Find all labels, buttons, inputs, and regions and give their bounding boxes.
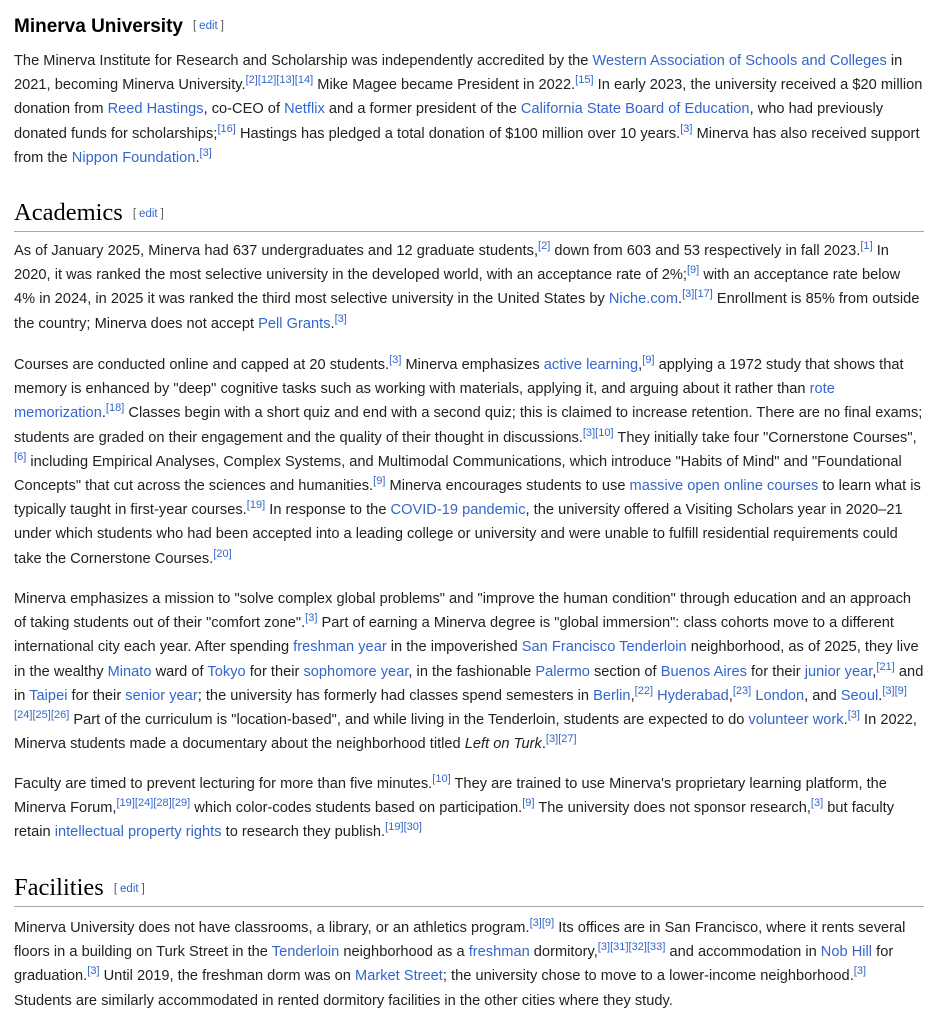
heading-title: Minerva University — [14, 16, 183, 37]
citation[interactable]: [3] — [334, 312, 347, 325]
link-nippon-foundation[interactable]: Nippon Foundation — [71, 149, 196, 166]
bracket-close: ] — [220, 20, 224, 32]
citation[interactable]: [12] — [257, 74, 277, 87]
text: In 2020, it was ranked the most selective university in the developed world, with an acceptance rate of 2%; — [14, 243, 889, 284]
text: applying a 1972 study that shows that memory is enhanced by "deep" cognitive tasks such as working with materials, applying it, and arguing about it rather than — [14, 357, 904, 398]
text: , and — [804, 687, 841, 704]
citation[interactable]: [9] — [373, 475, 386, 488]
text: Classes begin with a short quiz and end with a second quiz; this is claimed to increase retention. There are no final exams; students are graded on their engagement and the quality of their thought in discussions. — [14, 405, 923, 446]
text: dormitory, — [529, 944, 598, 961]
paragraph-faculty — [14, 772, 924, 845]
citation[interactable]: [9] — [541, 917, 555, 929]
bracket-open: [ — [132, 208, 137, 220]
citation[interactable]: [24] — [134, 797, 154, 810]
section-heading-facilities — [14, 872, 924, 907]
citation[interactable]: [17] — [694, 288, 713, 301]
citation[interactable]: [21] — [876, 660, 895, 673]
link-senior-year[interactable]: senior year — [125, 687, 198, 704]
edit-link-academics[interactable]: edit — [139, 208, 158, 220]
text: to research they publish. — [221, 824, 386, 841]
section-heading-minerva-university — [14, 13, 224, 40]
section-heading-academics — [14, 197, 924, 232]
citation[interactable]: [13] — [276, 74, 295, 87]
edit-section-link-wrapper — [193, 20, 224, 32]
text: Its offices are in San Francisco, where it rents several floors in a building on Turk Street in the — [14, 920, 906, 961]
link-sf-tenderloin[interactable]: San Francisco Tenderloin — [521, 639, 687, 656]
text: Minerva has also received support from the — [14, 125, 920, 166]
text: . — [330, 315, 335, 332]
citation[interactable]: [2] — [245, 74, 258, 87]
citation[interactable]: [3] — [680, 122, 693, 135]
citation[interactable]: [25] — [32, 709, 51, 722]
link-volunteer-work[interactable]: volunteer work — [748, 712, 844, 729]
citation[interactable]: [3] — [389, 354, 402, 366]
citation[interactable]: [1] — [860, 240, 873, 252]
text: in 2021, becoming Minerva University. — [14, 53, 903, 94]
citation[interactable]: [10] — [595, 426, 614, 439]
text: ; the university chose to move to a lower-income neighborhood. — [442, 968, 854, 985]
heading-title: Facilities — [14, 874, 104, 901]
bracket-open: [ — [192, 20, 197, 32]
citation[interactable]: [3] — [682, 288, 695, 301]
citation[interactable]: [3] — [810, 797, 824, 810]
citation[interactable]: [26] — [50, 709, 70, 722]
link-buenos-aires[interactable]: Buenos Aires — [660, 663, 747, 680]
text: , — [630, 687, 635, 704]
text: In 2022, Minerva students made a documentary about the neighborhood titled — [14, 712, 917, 753]
text: Part of the curriculum is "location-based", and while living in the Tenderloin, students are expected to do — [69, 712, 749, 729]
link-netflix[interactable]: Netflix — [284, 101, 325, 118]
heading-title: Academics — [14, 199, 123, 226]
link-tokyo[interactable]: Tokyo — [207, 663, 246, 680]
text: for their — [67, 687, 126, 704]
text: for their — [746, 663, 805, 680]
citation[interactable]: [15] — [575, 74, 594, 87]
citation[interactable]: [14] — [294, 74, 314, 87]
link-freshman-year[interactable]: freshman year — [293, 639, 387, 656]
text: . — [843, 712, 848, 729]
edit-section-link-wrapper — [114, 883, 145, 895]
text: They initially take four "Cornerstone Courses", — [613, 429, 917, 446]
citation[interactable]: [24] — [14, 709, 33, 722]
text: In early 2023, the university received a $20 million donation from — [14, 77, 923, 118]
text: Minerva emphasizes — [401, 357, 544, 373]
text: In response to the — [265, 502, 391, 519]
link-palermo[interactable]: Palermo — [535, 663, 590, 680]
text: As of January 2025, Minerva had 637 undergraduates and 12 graduate students, — [14, 243, 539, 259]
link-sophomore-year[interactable]: sophomore year — [303, 663, 409, 680]
text: for graduation. — [14, 944, 894, 985]
text: Minerva emphasizes a mission to "solve complex global problems" and "improve the human condition" through education and an approach of taking students out of their "comfort zone". — [14, 591, 912, 632]
link-pell-grants[interactable]: Pell Grants — [258, 315, 331, 332]
citation[interactable]: [3] — [529, 917, 542, 929]
text: . — [878, 687, 883, 704]
link-market-street[interactable]: Market Street — [355, 968, 443, 985]
citation[interactable]: [16] — [217, 122, 236, 135]
text: neighborhood as a — [339, 944, 469, 961]
text: Courses are conducted online and capped at 20 students. — [14, 357, 390, 373]
text: neighborhood, as of 2025, they live in the wealthy — [14, 639, 919, 680]
text: , co-CEO of — [203, 101, 285, 118]
paragraph-history — [14, 49, 924, 170]
text: , who had previously donated funds for scholarships; — [14, 101, 884, 142]
citation[interactable]: [31] — [610, 941, 629, 954]
edit-link-minerva-university[interactable]: edit — [199, 20, 218, 32]
text: The Minerva Institute for Research and Scholarship was independently accredited by the — [14, 53, 593, 69]
link-intellectual-property-rights[interactable]: intellectual property rights — [54, 824, 222, 841]
citation[interactable]: [3] — [882, 684, 895, 697]
text: , — [872, 663, 877, 680]
paragraph-enrollment — [14, 239, 924, 336]
citation[interactable]: [2] — [538, 240, 551, 252]
link-wasc[interactable]: Western Association of Schools and Colleges — [592, 53, 887, 69]
text: , — [638, 357, 643, 373]
text: Enrollment is 85% from outside the country; Minerva does not accept — [14, 291, 920, 332]
text: . — [541, 736, 546, 753]
text: Faculty are timed to prevent lecturing for more than five minutes. — [14, 776, 433, 792]
link-hyderabad[interactable]: Hyderabad — [657, 687, 729, 704]
citation[interactable]: [3] — [847, 709, 860, 722]
citation[interactable]: [29] — [171, 797, 191, 810]
citation[interactable]: [33] — [646, 941, 666, 954]
citation[interactable]: [32] — [628, 941, 647, 954]
bracket-close: ] — [141, 883, 145, 895]
citation[interactable]: [18] — [105, 402, 125, 415]
citation[interactable]: [19] — [385, 821, 404, 834]
link-taipei[interactable]: Taipei — [29, 687, 68, 704]
text: Part of earning a Minerva degree is "global immersion": class cohorts move to a different international city each year. After spending — [14, 615, 894, 656]
link-reed-hastings[interactable]: Reed Hastings — [107, 101, 204, 118]
citation[interactable]: [3] — [305, 612, 318, 625]
documentary-title: Left on Turk — [464, 736, 542, 753]
paragraph-courses — [14, 353, 924, 571]
bracket-close: ] — [160, 208, 164, 220]
paragraph-global-immersion — [14, 587, 924, 756]
link-mooc[interactable]: massive open online courses — [629, 478, 819, 495]
citation[interactable]: [9] — [522, 797, 535, 810]
citation[interactable]: [22] — [634, 684, 654, 697]
text: section of — [589, 663, 661, 680]
text: Minerva University does not have classrooms, a library, or an athletics program. — [14, 920, 530, 936]
link-california-state-board[interactable]: California State Board of Education — [520, 101, 750, 118]
text: The university does not sponsor research, — [534, 800, 811, 817]
text: with an acceptance rate below 4% in 2024, in 2025 it was ranked the third most selective university in the United States by — [14, 267, 901, 308]
text: , the university offered a Visiting Scholars year in 2020–21 under which students who had been accepted into a leading college or university and were unable to fulfill residential requirements could take the Cornerstone Courses. — [14, 502, 903, 567]
citation[interactable]: [3] — [853, 965, 867, 978]
citation[interactable]: [3] — [582, 426, 596, 439]
link-london[interactable]: London — [755, 687, 805, 704]
text: ward of — [151, 663, 208, 680]
link-junior-year[interactable]: junior year — [804, 663, 873, 680]
link-freshman[interactable]: freshman — [468, 944, 530, 961]
link-covid-19-pandemic[interactable]: COVID-19 pandemic — [390, 502, 526, 519]
citation[interactable]: [6] — [14, 450, 27, 463]
text: . — [101, 405, 106, 422]
text: in the impoverished — [386, 639, 522, 656]
link-niche[interactable]: Niche.com — [608, 291, 678, 308]
text: and accommodation in — [665, 944, 821, 961]
link-berlin[interactable]: Berlin — [593, 687, 631, 704]
text: but faculty retain — [14, 800, 895, 841]
text: Until 2019, the freshman dorm was on — [99, 968, 356, 985]
citation[interactable]: [27] — [558, 733, 577, 746]
text: and in — [14, 663, 924, 704]
citation[interactable]: [23] — [732, 684, 752, 697]
citation[interactable]: [3] — [545, 733, 559, 746]
citation[interactable]: [30] — [403, 821, 423, 834]
text: , — [728, 687, 733, 704]
text: . — [195, 149, 200, 166]
edit-section-link-wrapper — [133, 208, 164, 220]
text: including Empirical Analyses, Complex Systems, and Multimodal Communications, which introduce "Habits of Mind" and "Foundational Concepts" that cut across the sciences and humanities. — [14, 453, 902, 495]
text: for their — [245, 663, 304, 680]
citation[interactable]: [20] — [213, 547, 232, 560]
edit-link-facilities[interactable]: edit — [120, 883, 139, 895]
citation[interactable]: [9] — [642, 354, 655, 366]
link-minato[interactable]: Minato — [107, 663, 152, 680]
text: Students are similarly accommodated in rented dormitory facilities in the other cities where they study. — [14, 992, 673, 1009]
paragraph-facilities — [14, 916, 924, 1013]
link-tenderloin[interactable]: Tenderloin — [271, 944, 340, 961]
text: Hastings has pledged a total donation of $100 million over 10 years. — [235, 125, 681, 142]
text: ; the university has formerly had classes spend semesters in — [197, 687, 594, 704]
text: Mike Magee became President in 2022. — [313, 77, 576, 94]
citation[interactable]: [9] — [686, 264, 700, 277]
citation[interactable]: [3] — [597, 941, 611, 954]
citation[interactable]: [28] — [153, 797, 172, 810]
citation[interactable]: [3] — [87, 965, 100, 978]
link-nob-hill[interactable]: Nob Hill — [820, 944, 873, 961]
citation[interactable]: [9] — [894, 684, 907, 697]
citation[interactable]: [10] — [432, 773, 451, 785]
text: . — [678, 291, 683, 308]
text: and a former president of the — [324, 101, 521, 118]
link-rote-memorization[interactable]: rote memorization — [14, 381, 835, 422]
text: They are trained to use Minerva's proprietary learning platform, the Minerva Forum, — [14, 776, 887, 817]
text: , in the fashionable — [408, 663, 536, 680]
link-seoul[interactable]: Seoul — [840, 687, 879, 704]
citation[interactable]: [3] — [199, 146, 212, 159]
citation[interactable]: [19] — [246, 499, 266, 512]
bracket-open: [ — [113, 883, 118, 895]
text: which color-codes students based on participation. — [190, 800, 523, 817]
text: to learn what is typically taught in first-year courses. — [14, 478, 921, 519]
text: down from 603 and 53 respectively in fall 2023. — [550, 243, 861, 259]
link-active-learning[interactable]: active learning — [543, 357, 639, 373]
citation[interactable]: [19] — [116, 797, 135, 810]
text: Minerva encourages students to use — [385, 478, 630, 495]
